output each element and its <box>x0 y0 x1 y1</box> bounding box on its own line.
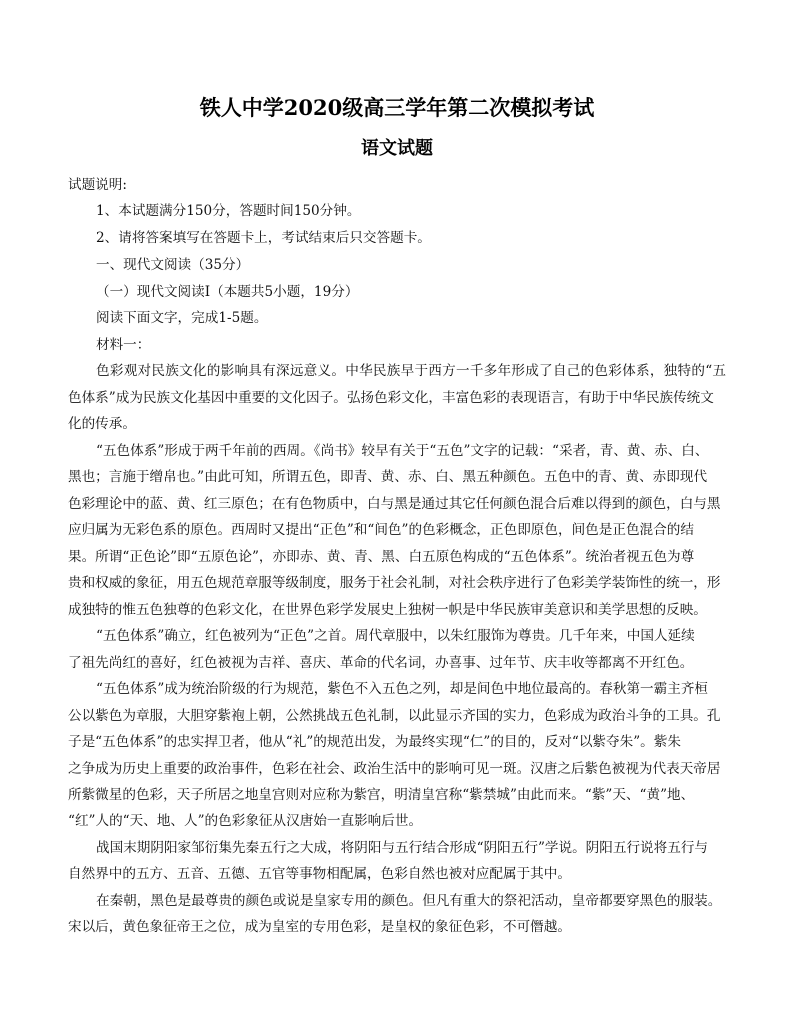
passage-line: 色彩观对民族文化的影响具有深远意义。中华民族早于西方一千多年形成了自己的色彩体系，独特的“五 <box>96 363 726 379</box>
passage-line: “红”人的“天、地、人”的色彩象征从汉唐始一直影响后世。 <box>68 813 423 829</box>
passage-line: 化的传承。 <box>68 416 136 432</box>
passage-line: 所紫微星的色彩，天子所居之地皇宫则对应称为紫宫，明清皇宫称“紫禁城”由此而来。“紫”天、“黄”地、 <box>68 787 695 803</box>
exam-subtitle: 语文试题 <box>361 138 433 159</box>
reading-directive: 阅读下面文字，完成1-5题。 <box>96 310 268 326</box>
passage-line: 了祖先尚红的喜好，红色被视为吉祥、喜庆、革命的代名词，办喜事、过年节、庆丰收等都离不开红色。 <box>68 655 694 671</box>
passage-line: 自然界中的五方、五音、五德、五官等事物相配属，色彩自然也被对应配属于其中。 <box>68 866 571 882</box>
passage-line: 宋以后，黄色象征帝王之位，成为皇室的专用色彩，是皇权的象征色彩，不可僭越。 <box>68 919 571 935</box>
passage-line: 果。所谓“正色论”即“五原色论”，亦即赤、黄、青、黑、白五原色构成的“五色体系”。统治者视五色为尊 <box>68 549 695 565</box>
passage-line: 色体系”成为民族文化基因中重要的文化因子。弘扬色彩文化，丰富色彩的表现语言，有助于中华民族传统文 <box>68 390 714 406</box>
passage-line: 贵和权威的象征，用五色规范章服等级制度，服务于社会礼制，对社会秩序进行了色彩美学装饰性的统一，形 <box>68 575 721 591</box>
passage-line: 子是“五色体系”的忠实捍卫者，他从“礼”的规范出发，为最终实现“仁”的目的，反对“以紫夺朱”。紫朱 <box>68 734 681 750</box>
passage-line: 公以紫色为章服，大胆穿紫袍上朝，公然挑战五色礼制，以此显示齐国的实力，色彩成为政治斗争的工具。孔 <box>68 708 721 724</box>
material-label: 材料一： <box>96 337 151 353</box>
passage-line: 成独特的惟五色独尊的色彩文化，在世界色彩学发展史上独树一帜是中华民族审美意识和美学思想的反映。 <box>68 602 707 618</box>
subsection-heading: （一）现代文阅读I（本题共5小题，19分） <box>96 284 359 300</box>
passage-line: 之争成为历史上重要的政治事件，色彩在社会、政治生活中的影响可见一斑。汉唐之后紫色被视为代表天帝居 <box>68 761 721 777</box>
passage-line: “五色体系”形成于两千年前的西周。《尚书》较早有关于“五色”文字的记载：“采者，青、黄、赤、白、 <box>96 443 709 459</box>
passage-line: 应归属为无彩色系的原色。西周时又提出“正色”和“间色”的色彩概念，正色即原色，间色是正色混合的结 <box>68 522 694 538</box>
passage-line: 色彩理论中的蓝、黄、红三原色；在有色物质中，白与黑是通过其它任何颜色混合后难以得到的颜色，白与黑 <box>68 496 721 512</box>
instructions-heading: 试题说明: <box>68 177 127 193</box>
exam-title: 铁人中学2020级高三学年第二次模拟考试 <box>199 95 595 120</box>
section-heading: 一、现代文阅读（35分） <box>96 257 250 273</box>
passage-line: “五色体系”确立，红色被列为“正色”之首。周代章服中，以朱红服饰为尊贵。几千年来，中国人延续 <box>96 628 695 644</box>
passage-line: 黑也；言施于缯帛也。”由此可知，所谓五色，即青、黄、赤、白、黑五种颜色。五色中的青、黄、赤即现代 <box>68 469 708 485</box>
passage-line: 在秦朝，黑色是最尊贵的颜色或说是皇家专用的颜色。但凡有重大的祭祀活动，皇帝都要穿黑色的服装。 <box>96 893 722 909</box>
passage-line: “五色体系”成为统治阶级的行为规范，紫色不入五色之列，却是间色中地位最高的。春秋第一霸主齐桓 <box>96 681 709 697</box>
instruction-item-2: 2、请将答案填写在答题卡上，考试结束后只交答题卡。 <box>96 230 431 246</box>
instruction-item-1: 1、本试题满分150分，答题时间150分钟。 <box>96 203 361 219</box>
passage-line: 战国末期阴阳家邹衍集先秦五行之大成，将阴阳与五行结合形成“阴阳五行”学说。阴阳五行说将五行与 <box>96 840 709 856</box>
